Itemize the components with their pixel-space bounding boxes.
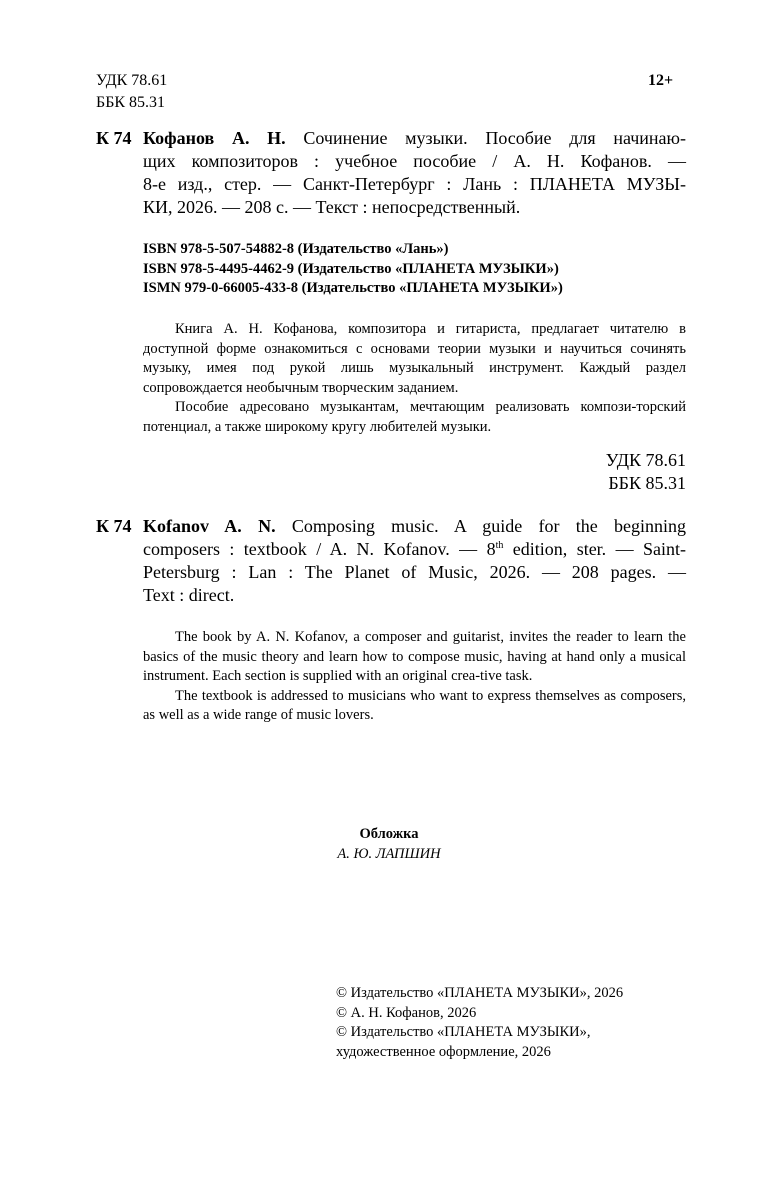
- cover-artist-name: А. Ю. ЛАПШИН: [337, 845, 441, 862]
- en-entry-line2: [143, 538, 686, 561]
- ru-entry-line1: Сочинение музыки. Пособие для начинаю-: [285, 128, 686, 148]
- en-annotation: [143, 628, 686, 726]
- copyright-line-4: художественное оформление, 2026: [336, 1043, 551, 1060]
- ru-entry-line3: 8-е изд., стер. — Санкт-Петербург : Лань : ПЛАНЕТА МУЗЫ-: [143, 174, 686, 194]
- en-entry-line2-text: composers : textbook / A. N. Kofanov. — 8: [143, 539, 496, 559]
- copyright-block: [336, 984, 623, 1062]
- en-entry-code: К 74: [96, 516, 132, 536]
- copyright-line-1: © Издательство «ПЛАНЕТА МУЗЫКИ», 2026: [336, 985, 624, 1001]
- isbn-lan: ISBN 978-5-507-54882-8 (Издательство «Лань»): [143, 241, 449, 257]
- en-bibliographic-entry: [143, 515, 686, 607]
- bbk-code: ББК 85.31: [96, 94, 166, 111]
- ru-annotation-p1: Книга А. Н. Кофанова, композитора и гитариста, предлагает читателю в доступной форме ознакомиться с основами теории музыки и научиться сочинять музыку, имея под рукой лишь музыкальный инструмент. Каждый раздел сопровождается необычным творческим заданием.: [143, 321, 686, 396]
- mid-codes: [486, 449, 686, 495]
- en-entry-line1: Composing music. A guide for the beginning: [275, 516, 687, 536]
- mid-bbk-code: ББК 85.31: [608, 473, 686, 493]
- isbn-block: [143, 240, 563, 299]
- ismn-planeta: ISMN 979-0-66005-433-8 (Издательство «ПЛАНЕТА МУЗЫКИ»): [143, 280, 563, 296]
- age-rating: 12+: [648, 72, 674, 89]
- mid-udk-code: УДК 78.61: [605, 450, 686, 470]
- ru-entry-line4: КИ, 2026. — 208 с. — Текст : непосредственный.: [143, 197, 521, 217]
- cover-credit: [289, 825, 489, 864]
- ru-entry-code: К 74: [96, 128, 132, 148]
- ru-entry-line2: щих композиторов : учебное пособие / А. Н. Кофанов. —: [143, 151, 686, 171]
- ru-annotation: [143, 320, 686, 437]
- ru-bibliographic-entry: [143, 127, 686, 219]
- edition-ordinal-suffix: th: [495, 540, 504, 551]
- en-author: Kofanov A. N.: [143, 516, 276, 536]
- copyright-line-3: © Издательство «ПЛАНЕТА МУЗЫКИ»,: [336, 1024, 591, 1040]
- copyright-line-2: © А. Н. Кофанов, 2026: [336, 1004, 477, 1021]
- en-entry-line4: Text : direct.: [143, 585, 235, 605]
- cover-credit-label: Обложка: [359, 826, 419, 842]
- en-annotation-p2: The textbook is addressed to musicians who want to express themselves as composers, as well as a wide range of music lovers.: [143, 687, 686, 723]
- ru-annotation-p2: Пособие адресовано музыкантам, мечтающим реализовать компози-торский потенциал, а также широкому кругу любителей музыки.: [143, 399, 686, 435]
- en-entry-line3: Petersburg : Lan : The Planet of Music, 2026. — 208 pages. —: [143, 562, 686, 582]
- ru-author: Кофанов А. Н.: [143, 128, 286, 148]
- udk-code: УДК 78.61: [96, 72, 168, 89]
- en-entry-line2-rest: edition, ster. — Saint-: [503, 539, 687, 559]
- en-annotation-p1: The book by A. N. Kofanov, a composer and guitarist, invites the reader to learn the basics of the music theory and learn how to compose music, having at hand only a musical instrument. Each section is supplied with an original crea-tive task.: [143, 629, 686, 684]
- isbn-planeta: ISBN 978-5-4495-4462-9 (Издательство «ПЛАНЕТА МУЗЫКИ»): [143, 260, 559, 277]
